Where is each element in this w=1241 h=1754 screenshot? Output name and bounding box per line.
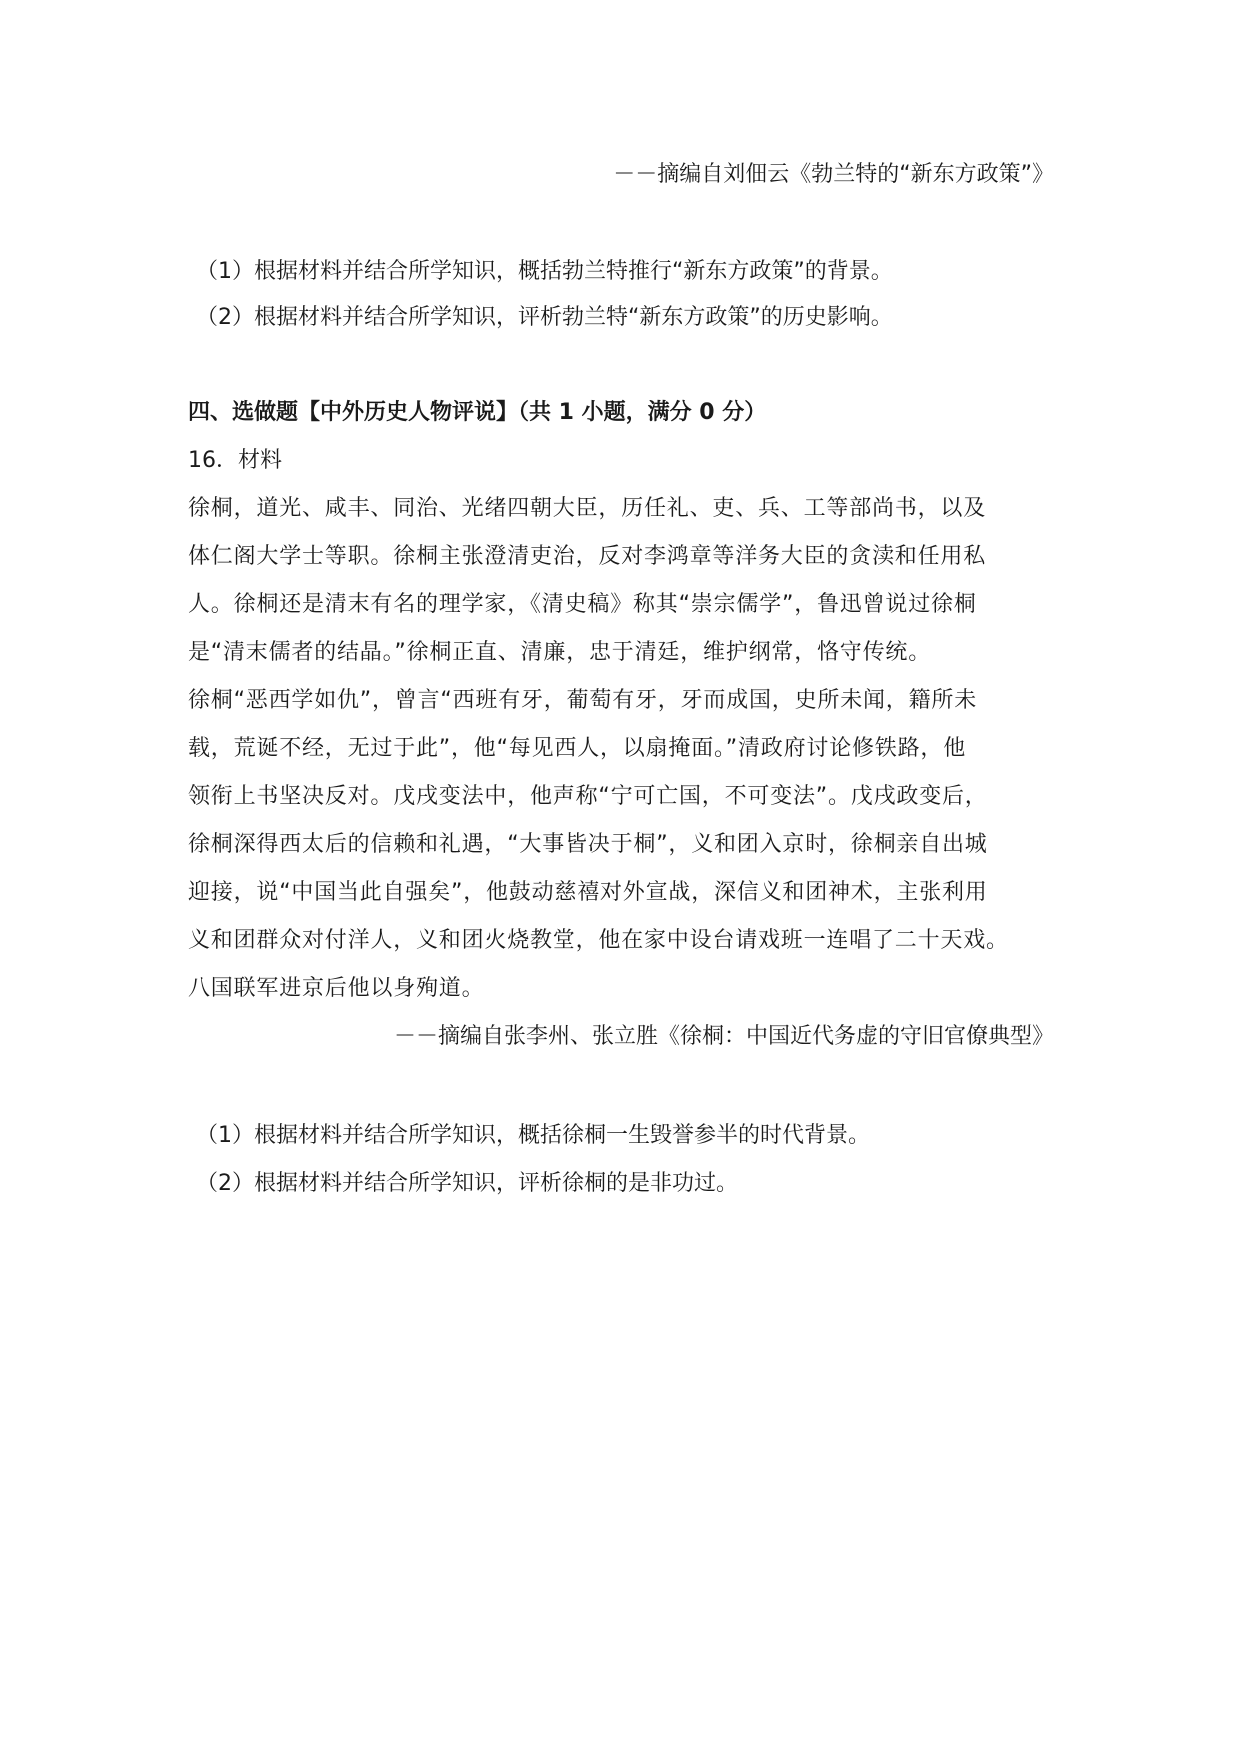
question-2-xutong: （2）根据材料并结合所学知识，评析徐桐的是非功过。 — [196, 1171, 738, 1196]
paragraph-line: 迎接，说“中国当此自强矣”，他鼓动慈禧对外宣战，深信义和团神术，主张利用 — [188, 880, 988, 905]
question-2-brandt: （2）根据材料并结合所学知识，评析勃兰特“新东方政策”的历史影响。 — [196, 305, 893, 330]
paragraph-line: 是“清末儒者的结晶。”徐桐正直、清廉，忠于清廷，维护纲常，恪守传统。 — [188, 640, 931, 665]
paragraph-line: 徐桐深得西太后的信赖和礼遇，“大事皆决于桐”，义和团入京时，徐桐亲自出城 — [188, 832, 988, 857]
paragraph-line: 体仁阁大学士等职。徐桐主张澄清吏治，反对李鸿章等洋务大臣的贪渎和任用私 — [188, 544, 987, 569]
source-citation-xutong: －－摘编自张李州、张立胜《徐桐：中国近代务虚的守旧官僚典型》 — [393, 1024, 1054, 1049]
source-citation-brandt: －－摘编自刘佃云《勃兰特的“新东方政策”》 — [613, 162, 1054, 187]
question-1-xutong: （1）根据材料并结合所学知识，概括徐桐一生毁誉参半的时代背景。 — [196, 1123, 870, 1148]
paragraph-line: 义和团群众对付洋人，义和团火烧教堂，他在家中设台请戏班一连唱了二十天戏。 — [188, 928, 1009, 953]
paragraph-line: 载，荒诞不经，无过于此”，他“每见西人，以扇掩面。”清政府讨论修铁路，他 — [188, 736, 966, 761]
question-number-16: 16．材料 — [188, 448, 282, 473]
paragraph-line: 领衔上书坚决反对。戊戌变法中，他声称“宁可亡国，不可变法”。戊戌政变后， — [188, 784, 988, 809]
paragraph-line: 徐桐，道光、咸丰、同治、光绪四朝大臣，历任礼、吏、兵、工等部尚书，以及 — [188, 496, 987, 521]
paragraph-line: 徐桐“恶西学如仇”，曾言“西班有牙，葡萄有牙，牙而成国，史所未闻，籍所未 — [188, 688, 977, 713]
question-1-brandt: （1）根据材料并结合所学知识，概括勃兰特推行“新东方政策”的背景。 — [196, 259, 893, 284]
paragraph-line: 八国联军进京后他以身殉道。 — [188, 976, 485, 1001]
section-heading: 四、选做题【中外历史人物评说】（共 1 小题，满分 0 分） — [188, 400, 767, 425]
paragraph-line: 人。徐桐还是清末有名的理学家，《清史稿》称其“崇宗儒学”，鲁迅曾说过徐桐 — [188, 592, 977, 617]
